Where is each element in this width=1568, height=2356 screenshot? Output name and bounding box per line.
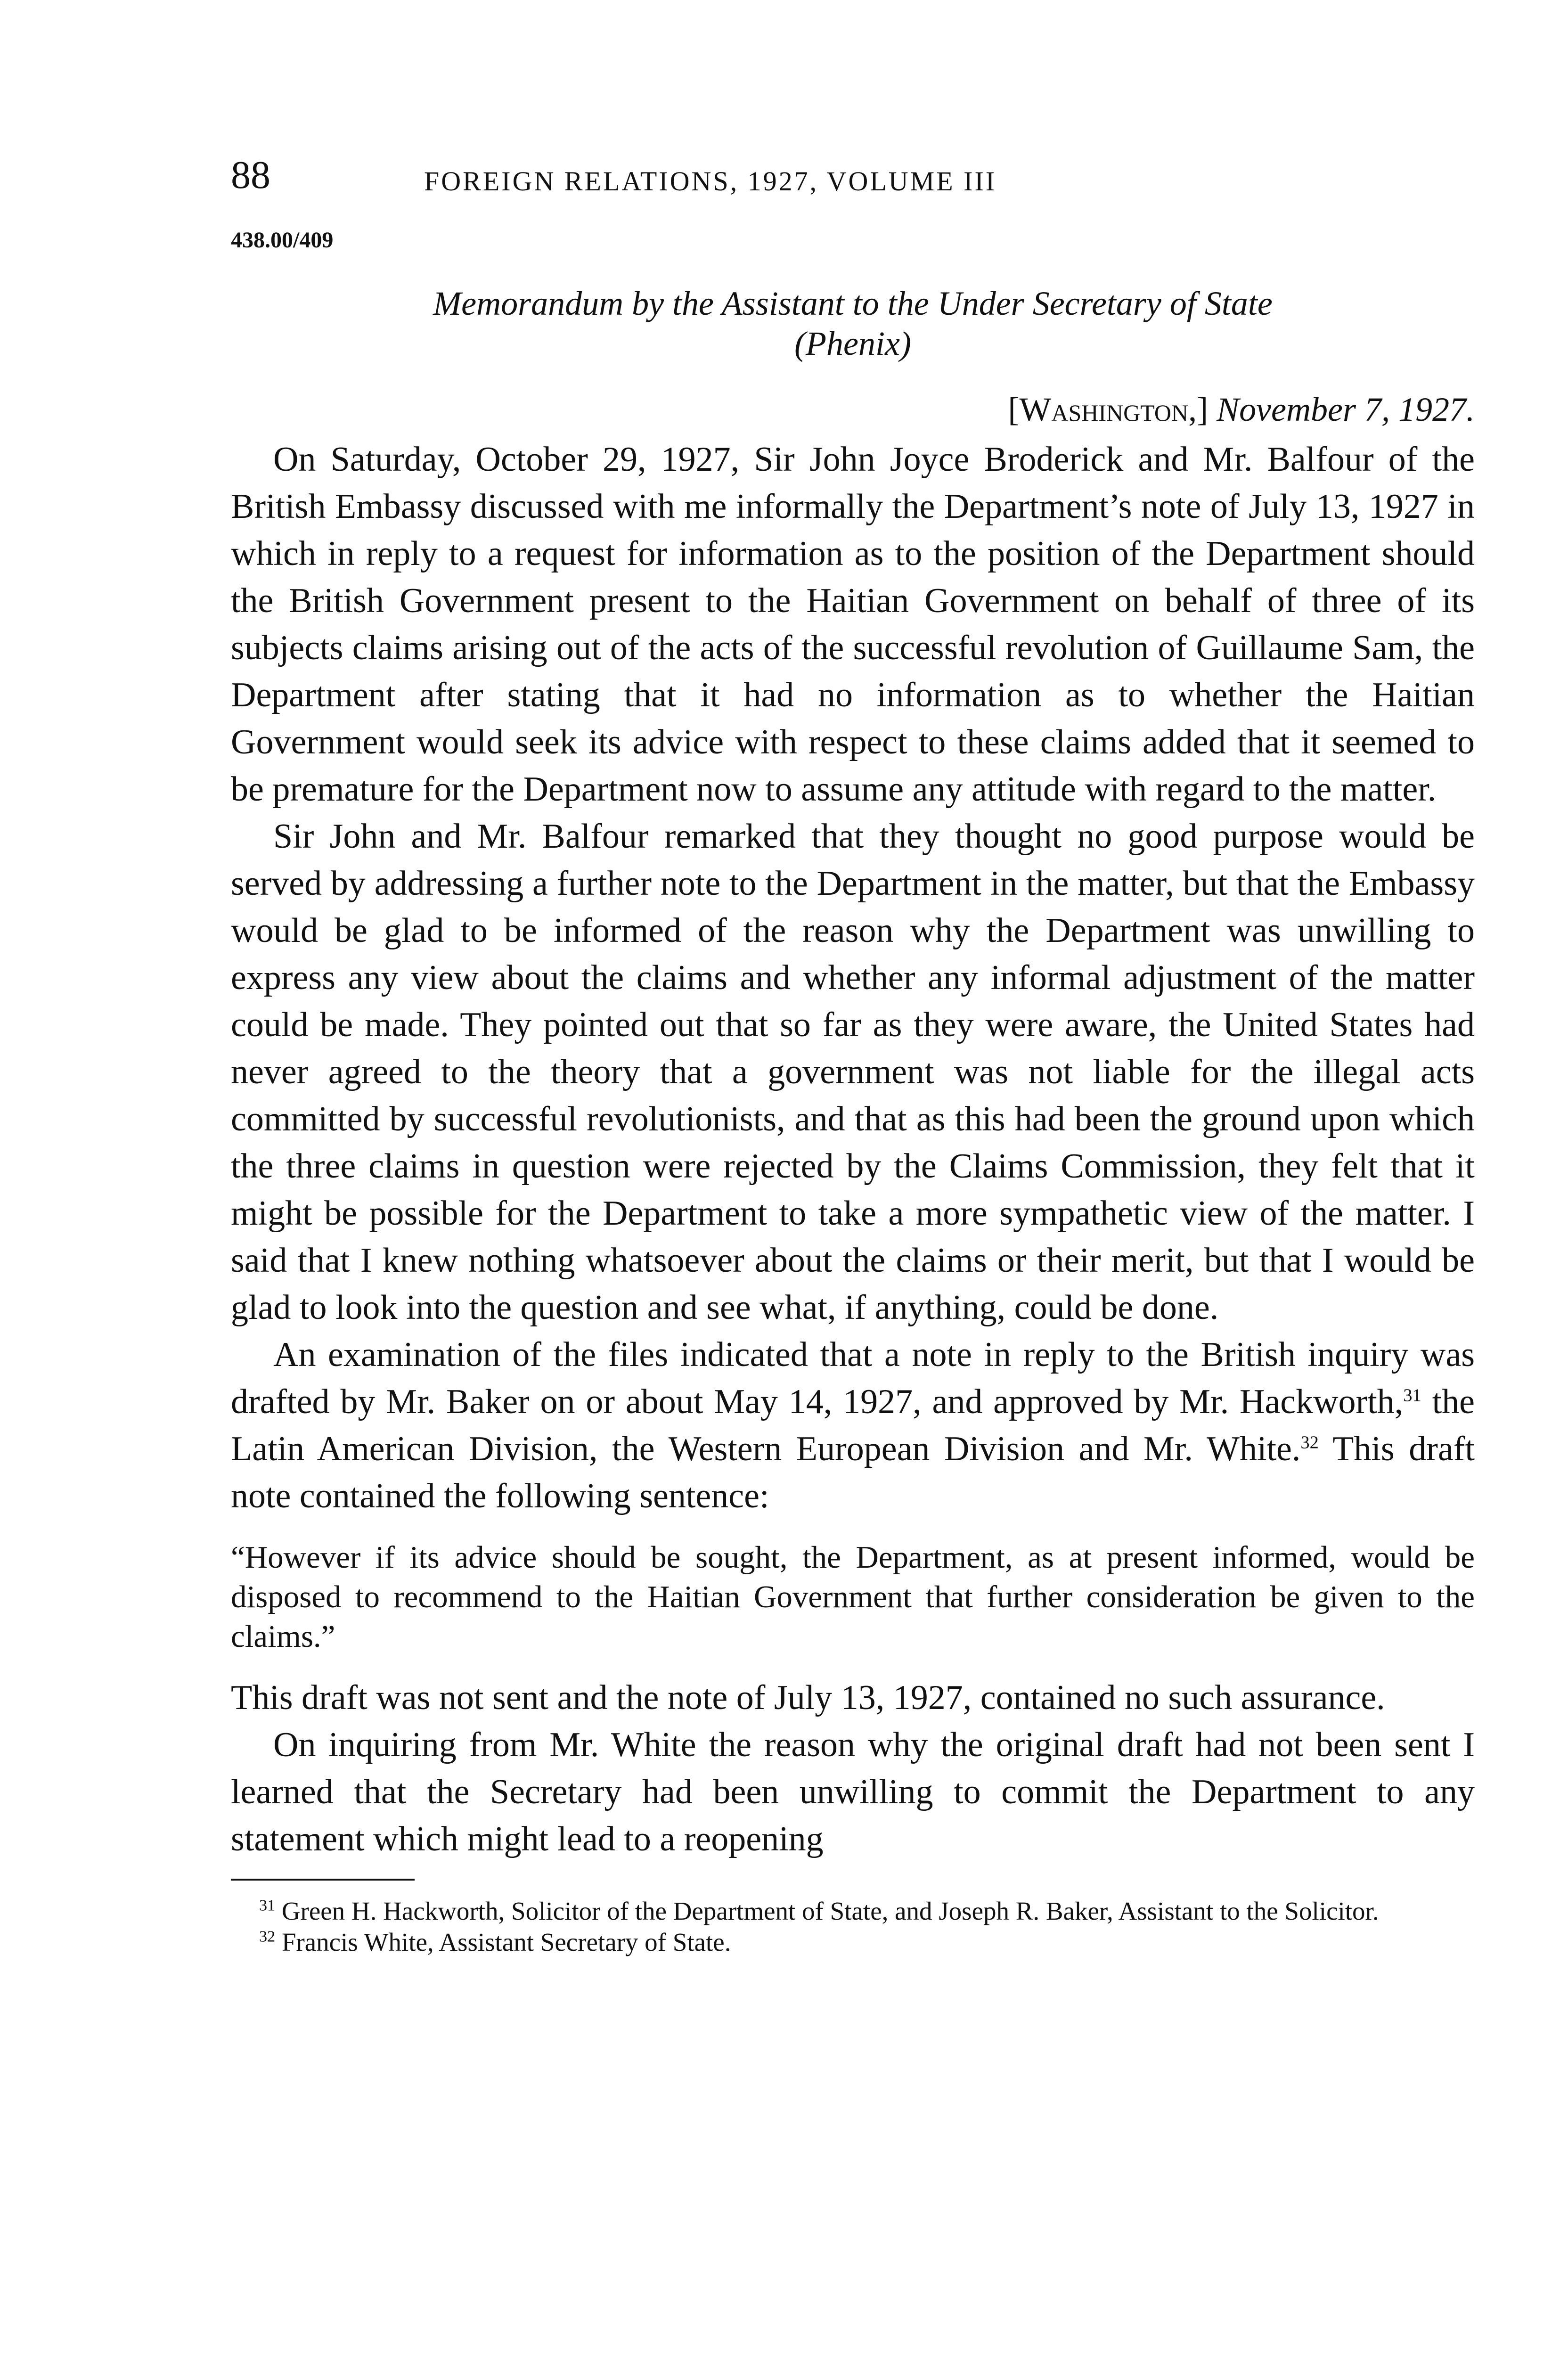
- footnote-text-32: Francis White, Assistant Secretary of State.: [281, 1928, 731, 1957]
- dateline: [231, 391, 1475, 428]
- memorandum-title: [231, 284, 1475, 364]
- paragraph-1: On Saturday, October 29, 1927, Sir John Joyce Broderick and Mr. Balfour of the British Embassy discussed with me informally the Department’s note of July 13, 1927 in which in reply to a request for information as to the position of the Department should the British Government present to the Haitian Government on behalf of three of its subjects claims arising out of the acts of the successful revolution of Guillaume Sam, the Department after stating that it had no information as to whether the Haitian Government would seek its advice with respect to these claims added that it seemed to be premature for the Department now to assume any attitude with regard to the matter.: [231, 440, 1475, 809]
- footnote-reference-31: 31: [1403, 1385, 1421, 1406]
- file-number: 438.00/409: [231, 228, 334, 253]
- footnotes-section: [231, 1896, 1475, 1958]
- dateline-date: November 7, 1927.: [1217, 390, 1475, 428]
- memorandum-body: [231, 436, 1475, 1863]
- footnote-31: [231, 1896, 1475, 1927]
- printed-page: [231, 155, 1475, 2356]
- running-head: FOREIGN RELATIONS, 1927, VOLUME III: [424, 166, 997, 196]
- paragraph-4: This draft was not sent and the note of July 13, 1927, contained no such assurance.: [231, 1678, 1385, 1718]
- footnote-number-32: 32: [259, 1928, 276, 1946]
- page-number: 88: [231, 153, 270, 197]
- paragraph-3: [231, 1331, 1475, 1520]
- footnote-number-31: 31: [259, 1897, 276, 1914]
- footnote-divider: [231, 1879, 415, 1881]
- dateline-place: [Washington,]: [1008, 390, 1209, 428]
- memorandum-title-line-2: (Phenix): [794, 324, 911, 362]
- paragraph-5: On inquiring from Mr. White the reason why the original draft had not been sent I learned that the Secretary had been unwilling to commit the Department to any statement which might lead to a reopening: [231, 1726, 1475, 1859]
- quoted-draft-sentence: “However if its advice should be sought, the Department, as at present informed, would be disposed to recommend to the Haitian Government that further consideration be given to the claims.”: [231, 1540, 1475, 1654]
- memorandum-title-line-1: Memorandum by the Assistant to the Under Secretary of State: [433, 285, 1273, 322]
- paragraph-3-text-after-footnote-32: This draft note contained the following sentence:: [231, 1430, 1475, 1516]
- footnote-32: [231, 1927, 1475, 1958]
- footnote-reference-32: 32: [1300, 1432, 1319, 1453]
- paragraph-2: Sir John and Mr. Balfour remarked that they thought no good purpose would be served by addressing a further note to the Department in the matter, but that the Embassy would be glad to be informed of the reason why the Department was unwilling to express any view about the claims and whether any informal adjustment of the matter could be made. They pointed out that so far as they were aware, the United States had never agreed to the theory that a government was not liable for the illegal acts committed by successful revolutionists, and that as this had been the ground upon which the three claims in question were rejected by the Claims Commission, they felt that it might be possible for the Department to take a more sympathetic view of the matter. I said that I knew nothing whatsoever about the claims or their merit, but that I would be glad to look into the question and see what, if anything, could be done.: [231, 817, 1475, 1327]
- paragraph-3-text-between-footnotes: the Latin American Division, the Western European Division and Mr. White.: [231, 1383, 1475, 1469]
- page-header: [231, 155, 1475, 207]
- footnote-text-31: Green H. Hackworth, Solicitor of the Department of State, and Joseph R. Baker, Assistant to the Solicitor.: [281, 1897, 1379, 1926]
- paragraph-3-text-before-footnote-31: An examination of the files indicated that a note in reply to the British inquiry was drafted by Mr. Baker on or about May 14, 1927, and approved by Mr. Hackworth,: [231, 1335, 1475, 1422]
